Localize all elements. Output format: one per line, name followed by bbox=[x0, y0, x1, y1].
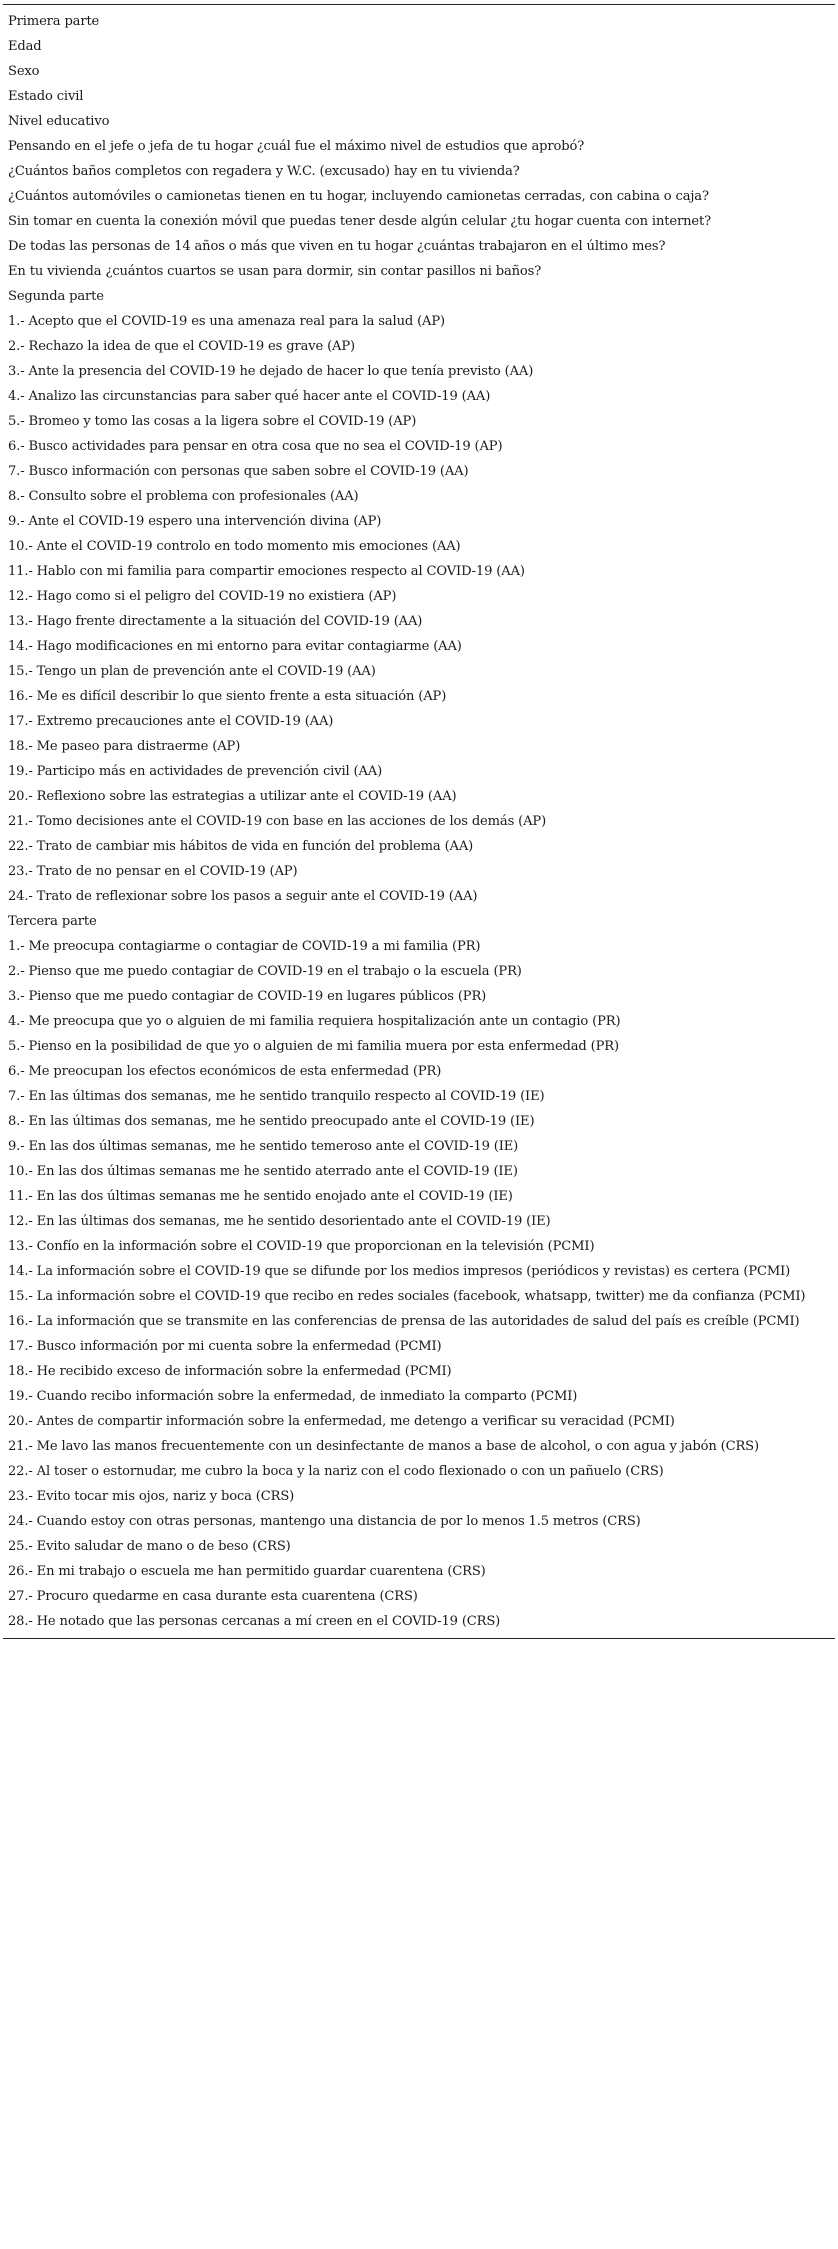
questionnaire-row: Tercera parte bbox=[8, 914, 97, 929]
questionnaire-row: Nivel educativo bbox=[8, 114, 110, 129]
questionnaire-row: 2.- Rechazo la idea de que el COVID-19 es grave (AP) bbox=[8, 339, 355, 354]
questionnaire-row: 22.- Al toser o estornudar, me cubro la boca y la nariz con el codo flexionado o con un pañuelo (CRS) bbox=[8, 1464, 664, 1479]
questionnaire-row: 17.- Busco información por mi cuenta sobre la enfermedad (PCMI) bbox=[8, 1339, 442, 1354]
questionnaire-row: 2.- Pienso que me puedo contagiar de COVID-19 en el trabajo o la escuela (PR) bbox=[8, 964, 522, 979]
questionnaire-row: 23.- Trato de no pensar en el COVID-19 (AP) bbox=[8, 864, 298, 879]
questionnaire-row: 19.- Participo más en actividades de prevención civil (AA) bbox=[8, 764, 383, 779]
questionnaire-row: 22.- Trato de cambiar mis hábitos de vida en función del problema (AA) bbox=[8, 839, 474, 854]
questionnaire-row: Pensando en el jefe o jefa de tu hogar ¿cuál fue el máximo nivel de estudios que aprobó? bbox=[8, 139, 585, 154]
questionnaire-row: 13.- Hago frente directamente a la situación del COVID-19 (AA) bbox=[8, 614, 423, 629]
questionnaire-row: 8.- En las últimas dos semanas, me he sentido preocupado ante el COVID-19 (IE) bbox=[8, 1114, 535, 1129]
questionnaire-row: 9.- En las dos últimas semanas, me he sentido temeroso ante el COVID-19 (IE) bbox=[8, 1139, 519, 1154]
questionnaire-row: 4.- Analizo las circunstancias para saber qué hacer ante el COVID-19 (AA) bbox=[8, 389, 491, 404]
questionnaire-row: 5.- Pienso en la posibilidad de que yo o alguien de mi familia muera por esta enfermedad (PR) bbox=[8, 1039, 619, 1054]
questionnaire-row: 28.- He notado que las personas cercanas a mí creen en el COVID-19 (CRS) bbox=[8, 1614, 501, 1629]
questionnaire-row: 20.- Reflexiono sobre las estrategias a utilizar ante el COVID-19 (AA) bbox=[8, 789, 457, 804]
questionnaire-row: 1.- Acepto que el COVID-19 es una amenaza real para la salud (AP) bbox=[8, 314, 445, 329]
questionnaire-row: 20.- Antes de compartir información sobre la enfermedad, me detengo a verificar su veracidad (PCMI) bbox=[8, 1414, 675, 1429]
questionnaire-row: 16.- Me es difícil describir lo que siento frente a esta situación (AP) bbox=[8, 689, 447, 704]
questionnaire-row: Edad bbox=[8, 39, 42, 54]
questionnaire-row: 15.- La información sobre el COVID-19 que recibo en redes sociales (facebook, whatsapp, twitter) me da confianza (PCMI) bbox=[8, 1289, 806, 1304]
questionnaire-row: 18.- Me paseo para distraerme (AP) bbox=[8, 739, 241, 754]
questionnaire-row: 3.- Ante la presencia del COVID-19 he dejado de hacer lo que tenía previsto (AA) bbox=[8, 364, 534, 379]
questionnaire-row: Estado civil bbox=[8, 89, 84, 104]
questionnaire-row: 5.- Bromeo y tomo las cosas a la ligera sobre el COVID-19 (AP) bbox=[8, 414, 417, 429]
questionnaire-row: Segunda parte bbox=[8, 289, 104, 304]
questionnaire-row: En tu vivienda ¿cuántos cuartos se usan para dormir, sin contar pasillos ni baños? bbox=[8, 264, 542, 279]
questionnaire-row: 17.- Extremo precauciones ante el COVID-19 (AA) bbox=[8, 714, 334, 729]
questionnaire-row: 8.- Consulto sobre el problema con profesionales (AA) bbox=[8, 489, 359, 504]
questionnaire-row: 12.- Hago como si el peligro del COVID-19 no existiera (AP) bbox=[8, 589, 397, 604]
questionnaire-row: 1.- Me preocupa contagiarme o contagiar de COVID-19 a mi familia (PR) bbox=[8, 939, 481, 954]
questionnaire-row: 11.- Hablo con mi familia para compartir emociones respecto al COVID-19 (AA) bbox=[8, 564, 525, 579]
questionnaire-row: 9.- Ante el COVID-19 espero una intervención divina (AP) bbox=[8, 514, 382, 529]
questionnaire-row: 23.- Evito tocar mis ojos, nariz y boca (CRS) bbox=[8, 1489, 295, 1504]
questionnaire-row: 21.- Tomo decisiones ante el COVID-19 con base en las acciones de los demás (AP) bbox=[8, 814, 547, 829]
questionnaire-table bbox=[3, 4, 835, 1639]
questionnaire-row: 18.- He recibido exceso de información sobre la enfermedad (PCMI) bbox=[8, 1364, 452, 1379]
questionnaire-row: Primera parte bbox=[8, 14, 100, 29]
questionnaire-row: 7.- En las últimas dos semanas, me he sentido tranquilo respecto al COVID-19 (IE) bbox=[8, 1089, 545, 1104]
questionnaire-row: 13.- Confío en la información sobre el COVID-19 que proporcionan en la televisión (PCMI) bbox=[8, 1239, 595, 1254]
questionnaire-row: 4.- Me preocupa que yo o alguien de mi familia requiera hospitalización ante un contagio (PR) bbox=[8, 1014, 621, 1029]
questionnaire-row: 10.- Ante el COVID-19 controlo en todo momento mis emociones (AA) bbox=[8, 539, 461, 554]
questionnaire-row: ¿Cuántos automóviles o camionetas tienen en tu hogar, incluyendo camionetas cerradas, con cabina o caja? bbox=[8, 189, 709, 204]
questionnaire-row: 24.- Trato de reflexionar sobre los pasos a seguir ante el COVID-19 (AA) bbox=[8, 889, 478, 904]
questionnaire-row: 14.- La información sobre el COVID-19 que se difunde por los medios impresos (periódicos y revistas) es certera (PCMI) bbox=[8, 1264, 791, 1279]
questionnaire-row: 7.- Busco información con personas que saben sobre el COVID-19 (AA) bbox=[8, 464, 469, 479]
questionnaire-row: 6.- Me preocupan los efectos económicos de esta enfermedad (PR) bbox=[8, 1064, 442, 1079]
questionnaire-row: De todas las personas de 14 años o más que viven en tu hogar ¿cuántas trabajaron en el último mes? bbox=[8, 239, 666, 254]
questionnaire-row: 26.- En mi trabajo o escuela me han permitido guardar cuarentena (CRS) bbox=[8, 1564, 486, 1579]
questionnaire-row: 24.- Cuando estoy con otras personas, mantengo una distancia de por lo menos 1.5 metros (CRS) bbox=[8, 1514, 641, 1529]
questionnaire-row: Sin tomar en cuenta la conexión móvil que puedas tener desde algún celular ¿tu hogar cuenta con internet? bbox=[8, 214, 711, 229]
questionnaire-row: 12.- En las últimas dos semanas, me he sentido desorientado ante el COVID-19 (IE) bbox=[8, 1214, 551, 1229]
questionnaire-row: ¿Cuántos baños completos con regadera y W.C. (excusado) hay en tu vivienda? bbox=[8, 164, 520, 179]
questionnaire-row: 27.- Procuro quedarme en casa durante esta cuarentena (CRS) bbox=[8, 1589, 418, 1604]
questionnaire-row: 14.- Hago modificaciones en mi entorno para evitar contagiarme (AA) bbox=[8, 639, 462, 654]
questionnaire-row: 3.- Pienso que me puedo contagiar de COVID-19 en lugares públicos (PR) bbox=[8, 989, 487, 1004]
questionnaire-row: 25.- Evito saludar de mano o de beso (CRS) bbox=[8, 1539, 291, 1554]
questionnaire-row: 21.- Me lavo las manos frecuentemente con un desinfectante de manos a base de alcohol, o con agua y jabón (CRS) bbox=[8, 1439, 759, 1454]
questionnaire-row: 10.- En las dos últimas semanas me he sentido aterrado ante el COVID-19 (IE) bbox=[8, 1164, 518, 1179]
questionnaire-row: 16.- La información que se transmite en las conferencias de prensa de las autoridades de salud del país es creíble (PCMI) bbox=[8, 1314, 800, 1329]
questionnaire-row: 6.- Busco actividades para pensar en otra cosa que no sea el COVID-19 (AP) bbox=[8, 439, 503, 454]
questionnaire-row: 19.- Cuando recibo información sobre la enfermedad, de inmediato la comparto (PCMI) bbox=[8, 1389, 578, 1404]
questionnaire-row: 11.- En las dos últimas semanas me he sentido enojado ante el COVID-19 (IE) bbox=[8, 1189, 513, 1204]
questionnaire-row: Sexo bbox=[8, 64, 40, 79]
questionnaire-row: 15.- Tengo un plan de prevención ante el COVID-19 (AA) bbox=[8, 664, 376, 679]
